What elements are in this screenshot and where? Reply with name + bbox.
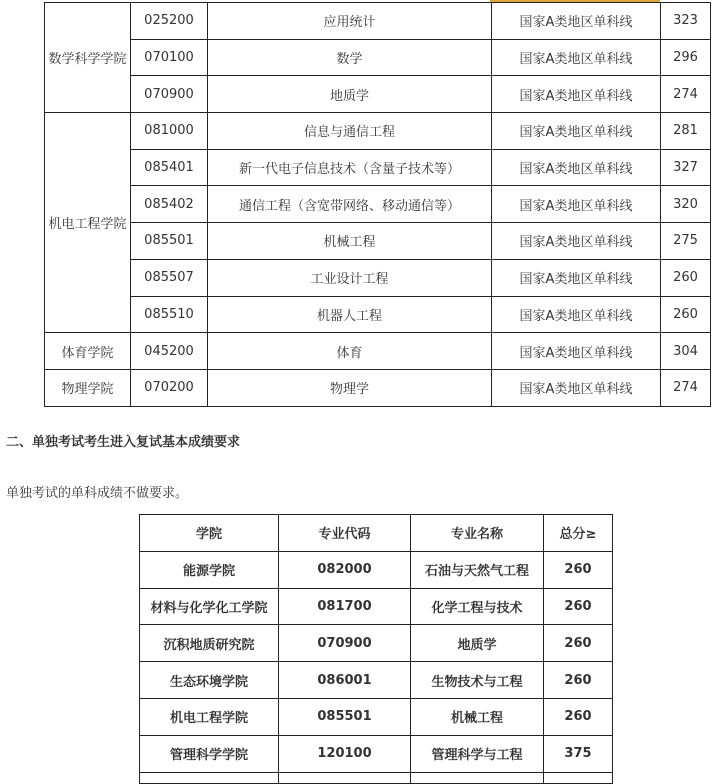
line-cell: 国家A类地区单科线	[492, 296, 661, 333]
section-note: 单独考试的单科成绩不做要求。	[6, 486, 189, 501]
code-cell: 045200	[131, 333, 208, 370]
score-cell: 327	[661, 149, 711, 186]
major-cell: 地质学	[208, 76, 492, 113]
total-cell: 260	[544, 551, 613, 588]
header-total: 总分≥	[544, 515, 613, 552]
code-cell: 085501	[131, 223, 208, 260]
single-subject-score-table	[44, 2, 711, 407]
line-cell: 国家A类地区单科线	[492, 3, 661, 40]
score-cell: 274	[661, 76, 711, 113]
header-code: 专业代码	[279, 515, 411, 552]
table-row	[45, 186, 711, 223]
table-row	[45, 369, 711, 406]
faculty-cell: 体育学院	[45, 333, 131, 370]
faculty-cell: 管理科学学院	[140, 735, 279, 772]
score-cell: 320	[661, 186, 711, 223]
header-major: 专业名称	[411, 515, 544, 552]
code-cell: 082000	[279, 551, 411, 588]
code-cell: 120100	[279, 735, 411, 772]
table-row	[45, 333, 711, 370]
major-cell: 数学	[208, 39, 492, 76]
major-cell: 体育	[208, 333, 492, 370]
line-cell: 国家A类地区单科线	[492, 113, 661, 150]
line-cell: 国家A类地区单科线	[492, 223, 661, 260]
table-row	[45, 113, 711, 150]
score-cell: 304	[661, 333, 711, 370]
score-cell: 260	[661, 296, 711, 333]
code-cell: 081000	[131, 113, 208, 150]
line-cell: 国家A类地区单科线	[492, 186, 661, 223]
major-cell: 物理学	[208, 369, 492, 406]
table-row	[45, 223, 711, 260]
table-row	[140, 698, 613, 735]
major-cell: 化学工程与技术	[411, 588, 544, 625]
line-cell: 国家A类地区单科线	[492, 369, 661, 406]
total-cell: 260	[544, 588, 613, 625]
independent-exam-score-table	[139, 514, 613, 784]
major-cell: 工业设计工程	[208, 259, 492, 296]
code-cell: 081700	[279, 588, 411, 625]
line-cell: 国家A类地区单科线	[492, 259, 661, 296]
major-cell: 石油与天然气工程	[411, 551, 544, 588]
major-cell: 机器人工程	[208, 296, 492, 333]
total-cell: 260	[544, 625, 613, 662]
score-cell: 323	[661, 3, 711, 40]
code-cell: 085507	[131, 259, 208, 296]
total-cell: 260	[544, 698, 613, 735]
score-cell: 274	[661, 369, 711, 406]
table-row	[140, 662, 613, 699]
code-cell: 025200	[131, 3, 208, 40]
code-cell: 085510	[131, 296, 208, 333]
section-heading: 二、单独考试考生进入复试基本成绩要求	[6, 435, 241, 450]
code-cell: 070900	[279, 625, 411, 662]
total-cell: 260	[544, 662, 613, 699]
faculty-cell: 数学科学学院	[45, 3, 131, 113]
score-cell: 281	[661, 113, 711, 150]
faculty-cell: 机电工程学院	[45, 113, 131, 333]
code-cell: 070900	[131, 76, 208, 113]
code-cell: 085402	[131, 186, 208, 223]
table-row	[140, 588, 613, 625]
table-row	[140, 735, 613, 772]
code-cell: 085401	[131, 149, 208, 186]
score-cell: 275	[661, 223, 711, 260]
score-cell: 260	[661, 259, 711, 296]
table-row	[140, 625, 613, 662]
code-cell: 070100	[131, 39, 208, 76]
major-cell: 新一代电子信息技术（含量子技术等）	[208, 149, 492, 186]
line-cell: 国家A类地区单科线	[492, 149, 661, 186]
table-row	[45, 296, 711, 333]
table-row	[45, 3, 711, 40]
line-cell: 国家A类地区单科线	[492, 76, 661, 113]
line-cell: 国家A类地区单科线	[492, 333, 661, 370]
major-cell: 生物技术与工程	[411, 662, 544, 699]
table-header-row	[140, 515, 613, 552]
faculty-cell: 能源学院	[140, 551, 279, 588]
faculty-cell: 材料与化学化工学院	[140, 588, 279, 625]
major-cell: 机械工程	[208, 223, 492, 260]
table-row	[45, 259, 711, 296]
faculty-cell: 生态环境学院	[140, 662, 279, 699]
faculty-cell: 沉积地质研究院	[140, 625, 279, 662]
table-row	[45, 39, 711, 76]
code-cell: 085501	[279, 698, 411, 735]
major-cell: 通信工程（含宽带网络、移动通信等）	[208, 186, 492, 223]
major-cell: 机械工程	[411, 698, 544, 735]
major-cell: 应用统计	[208, 3, 492, 40]
major-cell: 地质学	[411, 625, 544, 662]
table-row	[140, 551, 613, 588]
table-row	[45, 149, 711, 186]
code-cell: 086001	[279, 662, 411, 699]
line-cell: 国家A类地区单科线	[492, 39, 661, 76]
faculty-cell: 物理学院	[45, 369, 131, 406]
major-cell: 管理科学与工程	[411, 735, 544, 772]
total-cell: 375	[544, 735, 613, 772]
major-cell: 信息与通信工程	[208, 113, 492, 150]
header-faculty: 学院	[140, 515, 279, 552]
code-cell: 070200	[131, 369, 208, 406]
score-cell: 296	[661, 39, 711, 76]
faculty-cell: 机电工程学院	[140, 698, 279, 735]
table-row	[45, 76, 711, 113]
